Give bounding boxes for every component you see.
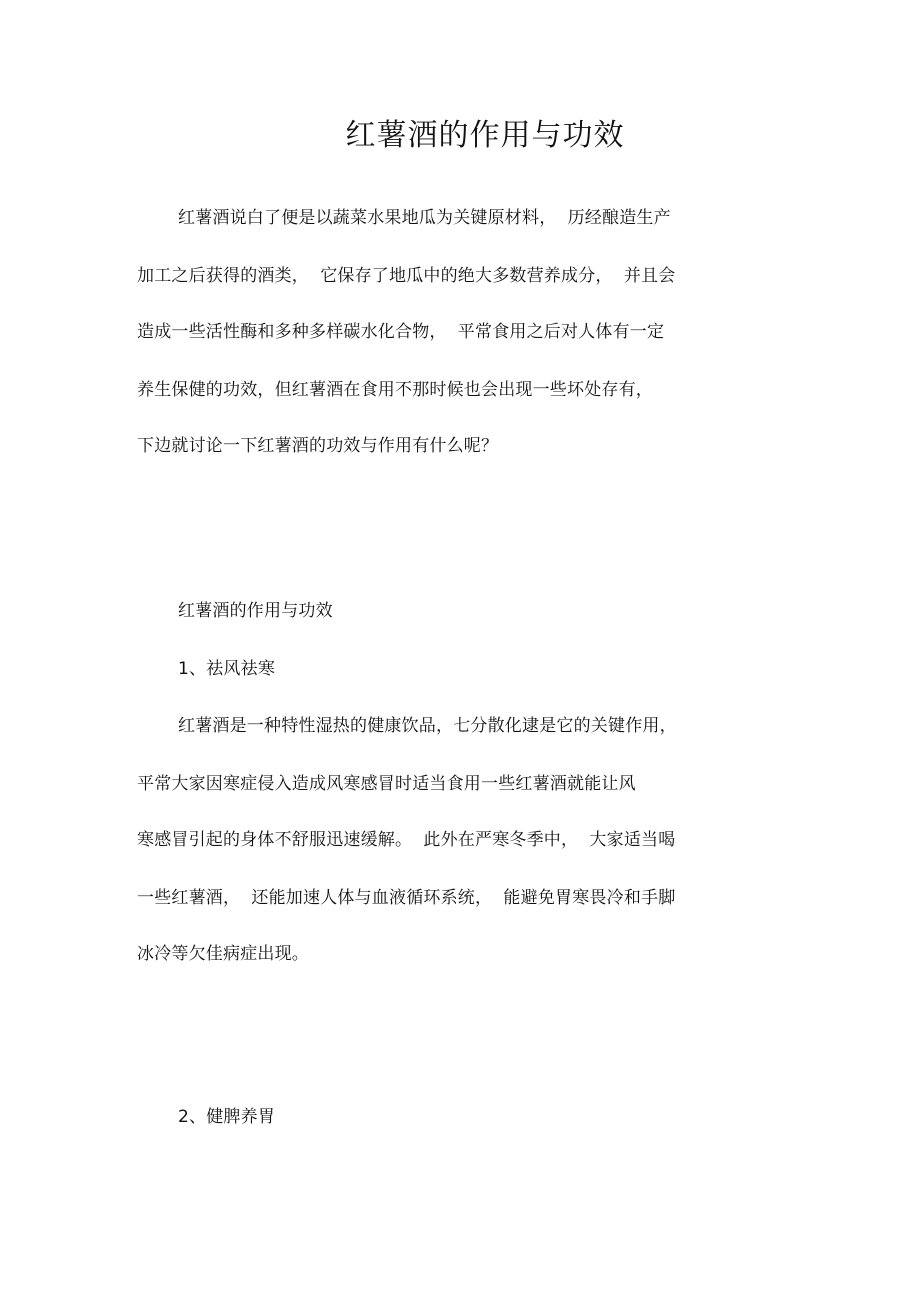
item-1-line: 平常大家因寒症侵入造成风寒感冒时适当食用一些红薯酒就能让风 xyxy=(137,774,636,794)
item-1-line: 寒感冒引起的身体不舒服迅速缓解。 此外在严寒冬季中， 大家适当喝 xyxy=(137,830,676,850)
intro-line: 红薯酒说白了便是以蔬菜水果地瓜为关键原材料， 历经酿造生产 xyxy=(178,208,671,228)
item-1-heading: 1、祛风祛寒 xyxy=(178,659,276,679)
section-heading: 红薯酒的作用与功效 xyxy=(178,601,333,621)
intro-line: 养生保健的功效，但红薯酒在食用不那时候也会出现一些坏处存有， xyxy=(137,380,653,400)
item-2-heading: 2、健脾养胃 xyxy=(178,1107,276,1127)
intro-line: 加工之后获得的酒类， 它保存了地瓜中的绝大多数营养成分， 并且会 xyxy=(137,266,676,286)
intro-line: 造成一些活性酶和多种多样碳水化合物， 平常食用之后对人体有一定 xyxy=(137,322,665,342)
item-1-line: 冰冷等欠佳病症出现。 xyxy=(137,944,309,964)
item-1-line: 一些红薯酒， 还能加速人体与血液循环系统， 能避免胃寒畏冷和手脚 xyxy=(137,888,676,908)
intro-line: 下边就讨论一下红薯酒的功效与作用有什么呢？ xyxy=(137,436,499,456)
item-1-line: 红薯酒是一种特性湿热的健康饮品，七分散化逮是它的关键作用， xyxy=(178,716,677,736)
page-title: 红薯酒的作用与功效 xyxy=(345,118,625,153)
